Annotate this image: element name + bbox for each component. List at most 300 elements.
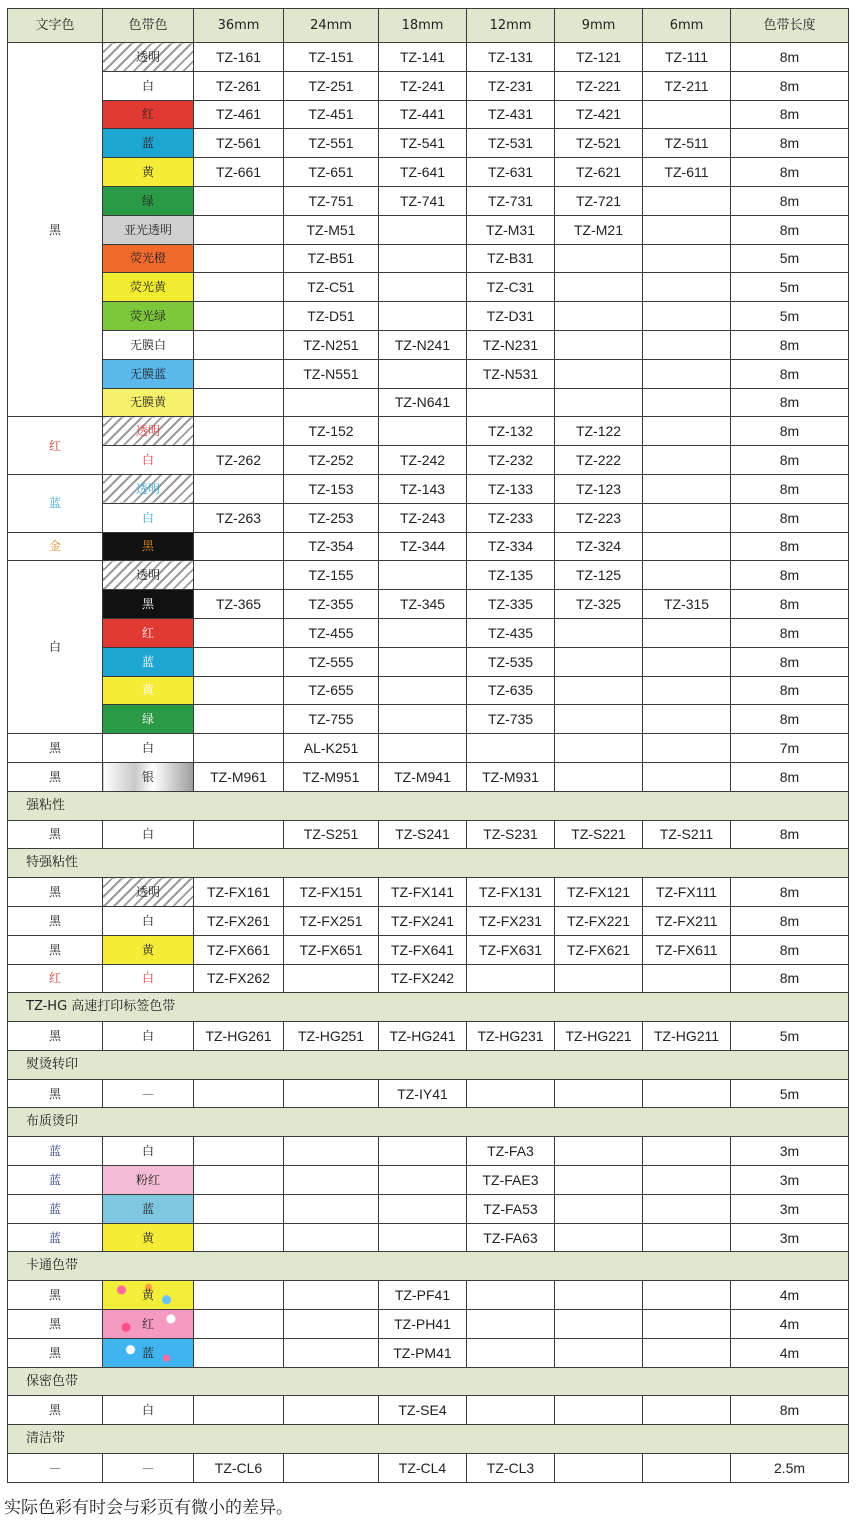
model-code-cell: TZ-FX631 (467, 935, 555, 964)
table-row (8, 878, 849, 907)
text-color-cell: 金 (8, 532, 103, 561)
tape-length-cell: 8m (731, 618, 849, 647)
table-row (8, 129, 849, 158)
tape-length-cell: 5m (731, 302, 849, 331)
model-code-cell (194, 388, 284, 417)
model-code-cell: TZ-131 (467, 43, 555, 72)
text-color-cell: 黑 (8, 935, 103, 964)
model-code-cell: TZ-PM41 (379, 1338, 467, 1367)
tape-color-swatch: 白 (103, 1137, 194, 1166)
tape-color-swatch: 白 (103, 71, 194, 100)
text-color-cell: 黑 (8, 1022, 103, 1051)
model-code-cell (379, 273, 467, 302)
model-code-cell (643, 1338, 731, 1367)
header-row (8, 9, 849, 43)
table-row (8, 446, 849, 475)
tape-length-cell: 8m (731, 705, 849, 734)
model-code-cell: TZ-152 (284, 417, 379, 446)
model-code-cell: TZ-242 (379, 446, 467, 475)
tape-length-cell: 5m (731, 1022, 849, 1051)
model-code-cell: TZ-B51 (284, 244, 379, 273)
model-code-cell (643, 1310, 731, 1339)
model-code-cell: TZ-252 (284, 446, 379, 475)
table-row (8, 705, 849, 734)
text-color-cell: 黑 (8, 1079, 103, 1108)
model-code-cell (555, 1223, 643, 1252)
tape-color-swatch: 黑 (103, 532, 194, 561)
tape-color-swatch: 白 (103, 503, 194, 532)
model-code-cell (467, 1396, 555, 1425)
table-row (8, 1137, 849, 1166)
model-code-cell (194, 1137, 284, 1166)
tape-spec-table-wrapper (7, 8, 848, 1483)
model-code-cell: TZ-232 (467, 446, 555, 475)
model-code-cell (379, 734, 467, 763)
model-code-cell: TZ-FX211 (643, 906, 731, 935)
model-code-cell (643, 1194, 731, 1223)
tape-color-swatch: 亚光透明 (103, 215, 194, 244)
tape-length-cell: 8m (731, 964, 849, 993)
tape-color-swatch: 荧光绿 (103, 302, 194, 331)
table-row (8, 1281, 849, 1310)
model-code-cell: TZ-231 (467, 71, 555, 100)
model-code-cell (555, 705, 643, 734)
model-code-cell (643, 1281, 731, 1310)
model-code-cell (467, 388, 555, 417)
model-code-cell: TZ-315 (643, 590, 731, 619)
text-color-cell: 黑 (8, 820, 103, 849)
model-code-cell (379, 359, 467, 388)
model-code-cell (643, 446, 731, 475)
model-code-cell (643, 186, 731, 215)
model-code-cell: TZ-541 (379, 129, 467, 158)
model-code-cell (555, 1454, 643, 1483)
model-code-cell: TZ-741 (379, 186, 467, 215)
model-code-cell: TZ-611 (643, 158, 731, 187)
model-code-cell: TZ-N531 (467, 359, 555, 388)
model-code-cell: TZ-N241 (379, 330, 467, 359)
model-code-cell (284, 388, 379, 417)
tape-length-cell: 8m (731, 388, 849, 417)
model-code-cell: TZ-PH41 (379, 1310, 467, 1339)
model-code-cell (194, 1281, 284, 1310)
model-code-cell: TZ-FX241 (379, 906, 467, 935)
table-row (8, 906, 849, 935)
model-code-cell: TZ-S231 (467, 820, 555, 849)
model-code-cell (284, 1396, 379, 1425)
table-row (8, 1079, 849, 1108)
table-row (8, 532, 849, 561)
model-code-cell: TZ-HG231 (467, 1022, 555, 1051)
text-color-cell: 蓝 (8, 1166, 103, 1195)
model-code-cell (194, 1310, 284, 1339)
model-code-cell (555, 647, 643, 676)
table-row (8, 474, 849, 503)
text-color-cell: 蓝 (8, 1137, 103, 1166)
model-code-cell: TZ-241 (379, 71, 467, 100)
table-row (8, 359, 849, 388)
text-color-cell: 黑 (8, 1281, 103, 1310)
tape-length-cell: 3m (731, 1194, 849, 1223)
section-header-row (8, 1252, 849, 1281)
tape-color-swatch: 白 (103, 1022, 194, 1051)
model-code-cell (284, 1338, 379, 1367)
model-code-cell (194, 215, 284, 244)
model-code-cell: TZ-M941 (379, 762, 467, 791)
model-code-cell (467, 1310, 555, 1339)
model-code-cell (194, 244, 284, 273)
tape-color-swatch: 绿 (103, 186, 194, 215)
model-code-cell: TZ-FX621 (555, 935, 643, 964)
header-12mm: 12mm (467, 9, 555, 43)
model-code-cell (379, 1137, 467, 1166)
model-code-cell (194, 532, 284, 561)
model-code-cell: TZ-251 (284, 71, 379, 100)
table-body (8, 43, 849, 1483)
model-code-cell: TZ-D51 (284, 302, 379, 331)
model-code-cell: TZ-FX261 (194, 906, 284, 935)
model-code-cell (194, 734, 284, 763)
tape-length-cell: 8m (731, 878, 849, 907)
model-code-cell (194, 1223, 284, 1252)
table-row (8, 820, 849, 849)
model-code-cell (643, 330, 731, 359)
tape-length-cell: 8m (731, 158, 849, 187)
model-code-cell: TZ-641 (379, 158, 467, 187)
tape-length-cell: 8m (731, 71, 849, 100)
tape-length-cell: 4m (731, 1338, 849, 1367)
model-code-cell: TZ-FA53 (467, 1194, 555, 1223)
model-code-cell: TZ-461 (194, 100, 284, 129)
tape-length-cell: 3m (731, 1137, 849, 1166)
model-code-cell: TZ-FX161 (194, 878, 284, 907)
model-code-cell: TZ-655 (284, 676, 379, 705)
model-code-cell (555, 244, 643, 273)
model-code-cell (194, 1396, 284, 1425)
model-code-cell: TZ-S211 (643, 820, 731, 849)
model-code-cell (555, 964, 643, 993)
header-36mm: 36mm (194, 9, 284, 43)
section-title: 卡通色带 (8, 1252, 849, 1281)
header-text-color: 文字色 (8, 9, 103, 43)
section-header-row (8, 993, 849, 1022)
model-code-cell: TZ-751 (284, 186, 379, 215)
model-code-cell (194, 330, 284, 359)
table-row (8, 1396, 849, 1425)
model-code-cell: TZ-135 (467, 561, 555, 590)
model-code-cell (467, 734, 555, 763)
model-code-cell (284, 1166, 379, 1195)
tape-length-cell: 7m (731, 734, 849, 763)
text-color-cell: 黑 (8, 878, 103, 907)
model-code-cell: TZ-FX141 (379, 878, 467, 907)
model-code-cell: TZ-355 (284, 590, 379, 619)
tape-length-cell: 2.5m (731, 1454, 849, 1483)
tape-color-swatch: 透明 (103, 417, 194, 446)
model-code-cell: TZ-S241 (379, 820, 467, 849)
model-code-cell: TZ-FX641 (379, 935, 467, 964)
section-header-row (8, 1367, 849, 1396)
header-6mm: 6mm (643, 9, 731, 43)
model-code-cell: TZ-441 (379, 100, 467, 129)
table-row (8, 1310, 849, 1339)
model-code-cell (467, 1281, 555, 1310)
tape-length-cell: 8m (731, 215, 849, 244)
table-row (8, 1454, 849, 1483)
tape-length-cell: 3m (731, 1223, 849, 1252)
model-code-cell (194, 273, 284, 302)
tape-color-swatch: 黄 (103, 676, 194, 705)
tape-length-cell: 8m (731, 100, 849, 129)
model-code-cell: TZ-755 (284, 705, 379, 734)
tape-length-cell: 8m (731, 503, 849, 532)
tape-length-cell: 8m (731, 474, 849, 503)
section-header-row (8, 1050, 849, 1079)
tape-color-swatch: 粉红 (103, 1166, 194, 1195)
tape-color-swatch: 红 (103, 100, 194, 129)
model-code-cell (555, 1079, 643, 1108)
model-code-cell (284, 1223, 379, 1252)
section-title: 保密色带 (8, 1367, 849, 1396)
tape-length-cell: 3m (731, 1166, 849, 1195)
model-code-cell (194, 359, 284, 388)
tape-color-swatch: — (103, 1454, 194, 1483)
model-code-cell (555, 1194, 643, 1223)
model-code-cell: TZ-FX151 (284, 878, 379, 907)
model-code-cell: TZ-435 (467, 618, 555, 647)
model-code-cell: TZ-334 (467, 532, 555, 561)
tape-color-swatch: 黄 (103, 1281, 194, 1310)
tape-length-cell: 8m (731, 446, 849, 475)
model-code-cell: TZ-FX611 (643, 935, 731, 964)
model-code-cell: TZ-141 (379, 43, 467, 72)
model-code-cell (643, 244, 731, 273)
table-row (8, 417, 849, 446)
tape-color-swatch: 红 (103, 618, 194, 647)
table-row (8, 330, 849, 359)
model-code-cell: TZ-M51 (284, 215, 379, 244)
model-code-cell: TZ-132 (467, 417, 555, 446)
model-code-cell (643, 1454, 731, 1483)
model-code-cell (643, 503, 731, 532)
model-code-cell: TZ-S221 (555, 820, 643, 849)
model-code-cell: TZ-735 (467, 705, 555, 734)
model-code-cell: TZ-D31 (467, 302, 555, 331)
text-color-cell: 黑 (8, 906, 103, 935)
model-code-cell (643, 762, 731, 791)
model-code-cell (467, 1079, 555, 1108)
model-code-cell (379, 561, 467, 590)
model-code-cell (555, 618, 643, 647)
model-code-cell (555, 762, 643, 791)
model-code-cell (194, 705, 284, 734)
tape-color-swatch: 无膜黄 (103, 388, 194, 417)
tape-length-cell: 5m (731, 244, 849, 273)
tape-length-cell: 4m (731, 1310, 849, 1339)
tape-length-cell: 8m (731, 359, 849, 388)
tape-color-swatch: 白 (103, 964, 194, 993)
model-code-cell (643, 1223, 731, 1252)
model-code-cell: TZ-421 (555, 100, 643, 129)
tape-color-swatch: 绿 (103, 705, 194, 734)
model-code-cell: TZ-FX251 (284, 906, 379, 935)
tape-length-cell: 8m (731, 762, 849, 791)
model-code-cell: TZ-344 (379, 532, 467, 561)
model-code-cell: TZ-125 (555, 561, 643, 590)
model-code-cell: TZ-M951 (284, 762, 379, 791)
model-code-cell: TZ-721 (555, 186, 643, 215)
model-code-cell (379, 1166, 467, 1195)
tape-color-swatch: 蓝 (103, 1338, 194, 1367)
table-row (8, 215, 849, 244)
model-code-cell: TZ-FX121 (555, 878, 643, 907)
model-code-cell (643, 676, 731, 705)
model-code-cell (555, 1338, 643, 1367)
model-code-cell: TZ-243 (379, 503, 467, 532)
text-color-cell: 黑 (8, 1396, 103, 1425)
model-code-cell (643, 100, 731, 129)
model-code-cell (555, 359, 643, 388)
tape-length-cell: 8m (731, 330, 849, 359)
section-title: 强粘性 (8, 791, 849, 820)
header-length: 色带长度 (731, 9, 849, 43)
tape-length-cell: 8m (731, 820, 849, 849)
table-row (8, 1338, 849, 1367)
model-code-cell: TZ-FX231 (467, 906, 555, 935)
text-color-cell: — (8, 1454, 103, 1483)
model-code-cell (643, 388, 731, 417)
model-code-cell: TZ-631 (467, 158, 555, 187)
table-row (8, 1223, 849, 1252)
model-code-cell (467, 964, 555, 993)
text-color-cell: 黑 (8, 762, 103, 791)
model-code-cell: TZ-222 (555, 446, 643, 475)
model-code-cell: TZ-143 (379, 474, 467, 503)
table-row (8, 676, 849, 705)
tape-color-swatch: 白 (103, 734, 194, 763)
table-row (8, 734, 849, 763)
model-code-cell (379, 705, 467, 734)
model-code-cell: TZ-261 (194, 71, 284, 100)
model-code-cell (643, 705, 731, 734)
model-code-cell (284, 1079, 379, 1108)
section-title: TZ-HG 高速打印标签色带 (8, 993, 849, 1022)
table-row (8, 964, 849, 993)
model-code-cell (194, 1079, 284, 1108)
model-code-cell (555, 1396, 643, 1425)
table-row (8, 647, 849, 676)
model-code-cell (643, 215, 731, 244)
model-code-cell: TZ-HG261 (194, 1022, 284, 1051)
section-header-row (8, 1108, 849, 1137)
model-code-cell: TZ-511 (643, 129, 731, 158)
model-code-cell: TZ-121 (555, 43, 643, 72)
model-code-cell: TZ-233 (467, 503, 555, 532)
model-code-cell: TZ-223 (555, 503, 643, 532)
table-row (8, 590, 849, 619)
model-code-cell: TZ-455 (284, 618, 379, 647)
tape-color-swatch: 黄 (103, 1223, 194, 1252)
model-code-cell: TZ-FX221 (555, 906, 643, 935)
model-code-cell (379, 676, 467, 705)
model-code-cell: TZ-S251 (284, 820, 379, 849)
header-24mm: 24mm (284, 9, 379, 43)
model-code-cell (194, 1338, 284, 1367)
model-code-cell (555, 302, 643, 331)
table-row (8, 158, 849, 187)
tape-color-swatch: 透明 (103, 561, 194, 590)
model-code-cell: TZ-HG211 (643, 1022, 731, 1051)
model-code-cell: TZ-HG251 (284, 1022, 379, 1051)
model-code-cell: TZ-621 (555, 158, 643, 187)
model-code-cell: TZ-155 (284, 561, 379, 590)
model-code-cell (194, 1166, 284, 1195)
model-code-cell (555, 1137, 643, 1166)
model-code-cell: TZ-345 (379, 590, 467, 619)
model-code-cell: TZ-535 (467, 647, 555, 676)
model-code-cell (284, 1137, 379, 1166)
text-color-cell: 蓝 (8, 1223, 103, 1252)
text-color-cell: 蓝 (8, 1194, 103, 1223)
model-code-cell: TZ-FX111 (643, 878, 731, 907)
model-code-cell (643, 964, 731, 993)
tape-color-swatch: 无膜白 (103, 330, 194, 359)
model-code-cell: TZ-B31 (467, 244, 555, 273)
model-code-cell (643, 561, 731, 590)
model-code-cell: TZ-325 (555, 590, 643, 619)
model-code-cell (194, 618, 284, 647)
model-code-cell (194, 561, 284, 590)
model-code-cell (379, 417, 467, 446)
section-title: 布质烫印 (8, 1108, 849, 1137)
text-color-cell: 黑 (8, 734, 103, 763)
model-code-cell: TZ-211 (643, 71, 731, 100)
tape-color-swatch: 无膜蓝 (103, 359, 194, 388)
model-code-cell (194, 1194, 284, 1223)
model-code-cell: TZ-N251 (284, 330, 379, 359)
model-code-cell: TZ-SE4 (379, 1396, 467, 1425)
model-code-cell: TZ-FX262 (194, 964, 284, 993)
model-code-cell (643, 273, 731, 302)
section-header-row (8, 791, 849, 820)
model-code-cell (379, 1194, 467, 1223)
header-tape-color: 色带色 (103, 9, 194, 43)
model-code-cell (555, 388, 643, 417)
model-code-cell: TZ-C51 (284, 273, 379, 302)
model-code-cell (643, 734, 731, 763)
model-code-cell: TZ-354 (284, 532, 379, 561)
tape-spec-table (7, 8, 849, 1483)
model-code-cell (284, 1194, 379, 1223)
tape-color-swatch: 银 (103, 762, 194, 791)
model-code-cell: TZ-FA63 (467, 1223, 555, 1252)
text-color-cell: 蓝 (8, 474, 103, 532)
tape-color-swatch: 白 (103, 820, 194, 849)
table-row (8, 100, 849, 129)
model-code-cell: TZ-FX651 (284, 935, 379, 964)
model-code-cell: TZ-M961 (194, 762, 284, 791)
model-code-cell (643, 1166, 731, 1195)
model-code-cell: TZ-FAE3 (467, 1166, 555, 1195)
model-code-cell (643, 647, 731, 676)
tape-color-swatch: 蓝 (103, 129, 194, 158)
table-header (8, 9, 849, 43)
tape-length-cell: 8m (731, 590, 849, 619)
model-code-cell (643, 1079, 731, 1108)
model-code-cell: TZ-FX242 (379, 964, 467, 993)
model-code-cell: TZ-151 (284, 43, 379, 72)
tape-length-cell: 4m (731, 1281, 849, 1310)
